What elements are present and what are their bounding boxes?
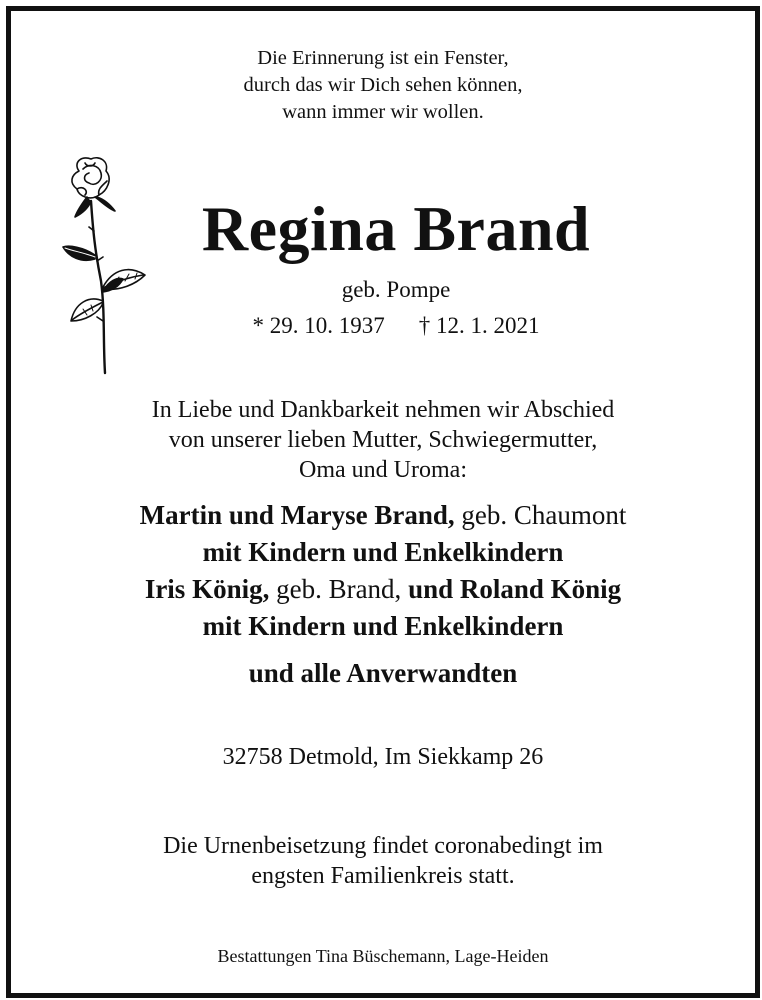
mourner-1-birth-name: geb. Chaumont [454, 500, 627, 530]
burial-notice [11, 831, 755, 891]
notice-line-2: engsten Familienkreis statt. [251, 863, 515, 889]
mourner-2-descendants: mit Kindern und Enkelkindern [202, 611, 564, 641]
quote-line-3: wann immer wir wollen. [282, 101, 484, 123]
quote-line-1: Die Erinnerung ist ein Fenster, [257, 47, 509, 69]
farewell-line-2: von unserer lieben Mutter, Schwiegermutter, [168, 427, 598, 453]
undertaker: Bestattungen Tina Büschemann, Lage-Heiden [217, 946, 549, 966]
birth-name: geb. Pompe [341, 277, 451, 302]
obituary-frame [6, 6, 760, 998]
death-date: † 12. 1. 2021 [418, 313, 540, 338]
deceased-name: Regina Brand [201, 193, 591, 264]
birth-date: * 29. 10. 1937 [252, 313, 385, 338]
memorial-quote [11, 45, 755, 126]
mourners-list [11, 497, 755, 692]
spacer [11, 645, 755, 655]
family-address: 32758 Detmold, Im Siekkamp 26 [222, 744, 544, 770]
mourner-1-descendants: mit Kindern und Enkelkindern [202, 537, 564, 567]
mourner-2-name: Iris König, [144, 574, 270, 604]
farewell-text [11, 395, 755, 485]
mourner-2-partner: und Roland König [401, 574, 622, 604]
notice-line-1: Die Urnenbeisetzung findet coronabedingt im [163, 833, 603, 859]
mourner-2 [11, 571, 755, 608]
other-relatives: und alle Anverwandten [248, 658, 518, 688]
mourner-1-name: Martin und Maryse Brand, [139, 500, 455, 530]
farewell-line-3: Oma und Uroma: [299, 457, 467, 483]
mourner-2-birth-name: geb. Brand, [269, 574, 402, 604]
mourner-1 [11, 497, 755, 534]
life-dates [11, 311, 755, 341]
farewell-line-1: In Liebe und Dankbarkeit nehmen wir Abschied [151, 397, 615, 423]
quote-line-2: durch das wir Dich sehen können, [243, 74, 523, 96]
